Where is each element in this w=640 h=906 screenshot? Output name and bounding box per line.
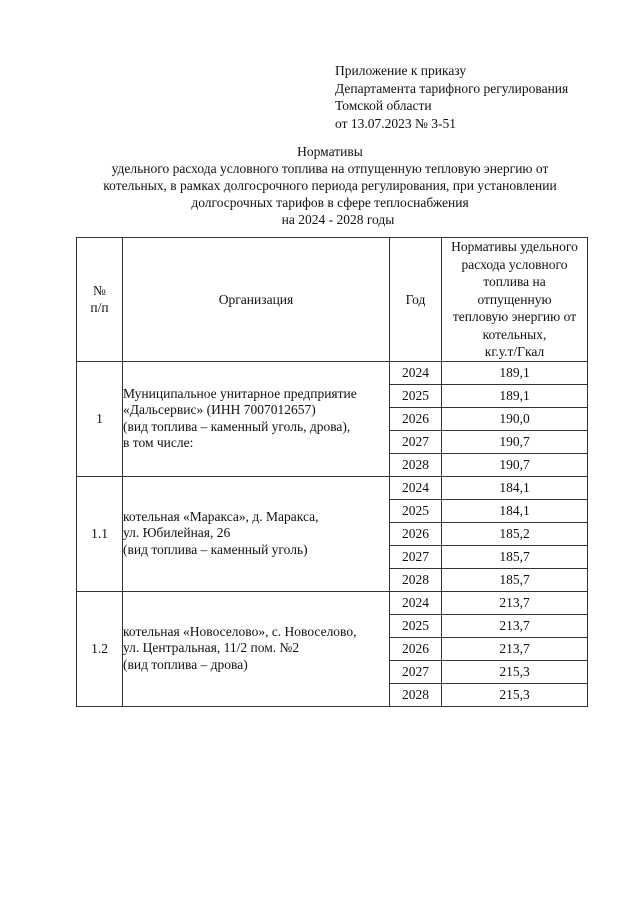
year-cell: 2024: [390, 591, 442, 614]
row-number: 1: [77, 361, 123, 476]
year-cell: 2024: [390, 361, 442, 384]
organization-cell: [123, 476, 390, 591]
header-num-line: п/п: [90, 300, 109, 316]
year-cell: 2027: [390, 430, 442, 453]
organization-line: Муниципальное унитарное предприятие: [123, 385, 357, 401]
organization-line: ул. Центральная, 11/2 пом. №2: [123, 640, 300, 656]
organization-line: (вид топлива – каменный уголь, дрова),: [123, 418, 351, 434]
norm-value-cell: 213,7: [442, 614, 588, 637]
organization-cell: [123, 361, 390, 476]
norm-value-cell: 185,2: [442, 522, 588, 545]
appendix-note: [335, 62, 568, 132]
year-cell: 2026: [390, 407, 442, 430]
appendix-line: от 13.07.2023 № 3-51: [335, 115, 456, 131]
year-cell: 2026: [390, 522, 442, 545]
norm-value-cell: 190,7: [442, 430, 588, 453]
norm-value-cell: 184,1: [442, 476, 588, 499]
year-cell: 2028: [390, 568, 442, 591]
norm-value-cell: 184,1: [442, 499, 588, 522]
header-norm-line: отпущенную: [477, 291, 552, 307]
norm-value-cell: 215,3: [442, 683, 588, 706]
organization-line: ул. Юбилейная, 26: [123, 525, 231, 541]
year-cell: 2027: [390, 660, 442, 683]
organization-cell: [123, 591, 390, 706]
row-number: 1.1: [77, 476, 123, 591]
header-num-line: №: [93, 283, 106, 299]
organization-line: в том числе:: [123, 435, 194, 450]
norm-value-cell: 185,7: [442, 568, 588, 591]
header-norm-line: кг.у.т/Гкал: [484, 344, 545, 359]
header-year: Год: [390, 238, 442, 362]
row-number: 1.2: [77, 591, 123, 706]
year-cell: 2028: [390, 683, 442, 706]
year-cell: 2025: [390, 614, 442, 637]
table-header-row: [77, 238, 588, 362]
organization-line: (вид топлива – дрова): [123, 656, 248, 672]
organization-line: «Дальсервис» (ИНН 7007012657): [123, 402, 316, 417]
table-row: [77, 361, 588, 384]
organization-line: (вид топлива – каменный уголь): [123, 541, 308, 557]
table-row: [77, 476, 588, 499]
norms-table: [76, 237, 588, 707]
year-cell: 2025: [390, 499, 442, 522]
year-cell: 2024: [390, 476, 442, 499]
title-line: долгосрочных тарифов в сфере теплоснабжения: [191, 195, 469, 210]
norm-value-cell: 215,3: [442, 660, 588, 683]
title-heading: Нормативы: [297, 144, 363, 159]
norm-value-cell: 190,0: [442, 407, 588, 430]
appendix-line: Департамента тарифного регулирования: [335, 80, 569, 96]
title-line: котельных, в рамках долгосрочного периода регулирования, при установлении: [103, 178, 557, 193]
header-norm-line: топлива на: [483, 274, 546, 289]
appendix-line: Приложение к приказу: [335, 63, 467, 78]
header-org: Организация: [123, 238, 390, 362]
header-norm-line: Нормативы удельного: [451, 239, 578, 254]
header-norm-line: тепловую энергию от: [452, 309, 577, 324]
norm-value-cell: 185,7: [442, 545, 588, 568]
header-norm-line: расхода условного: [461, 256, 568, 272]
document-title: [70, 143, 590, 228]
appendix-line: Томской области: [335, 98, 432, 113]
header-norm: [442, 238, 588, 362]
header-norm-line: котельных,: [482, 326, 547, 342]
year-cell: 2026: [390, 637, 442, 660]
organization-line: котельная «Маракса», д. Маракса,: [123, 508, 319, 524]
norm-value-cell: 213,7: [442, 637, 588, 660]
title-line: на 2024 - 2028 годы: [281, 212, 395, 227]
norm-value-cell: 189,1: [442, 361, 588, 384]
header-num: [77, 238, 123, 362]
norm-value-cell: 213,7: [442, 591, 588, 614]
norm-value-cell: 190,7: [442, 453, 588, 476]
table-row: [77, 591, 588, 614]
title-line: удельного расхода условного топлива на отпущенную тепловую энергию от: [111, 161, 549, 176]
year-cell: 2027: [390, 545, 442, 568]
year-cell: 2028: [390, 453, 442, 476]
norm-value-cell: 189,1: [442, 384, 588, 407]
year-cell: 2025: [390, 384, 442, 407]
organization-line: котельная «Новоселово», с. Новоселово,: [123, 623, 357, 639]
